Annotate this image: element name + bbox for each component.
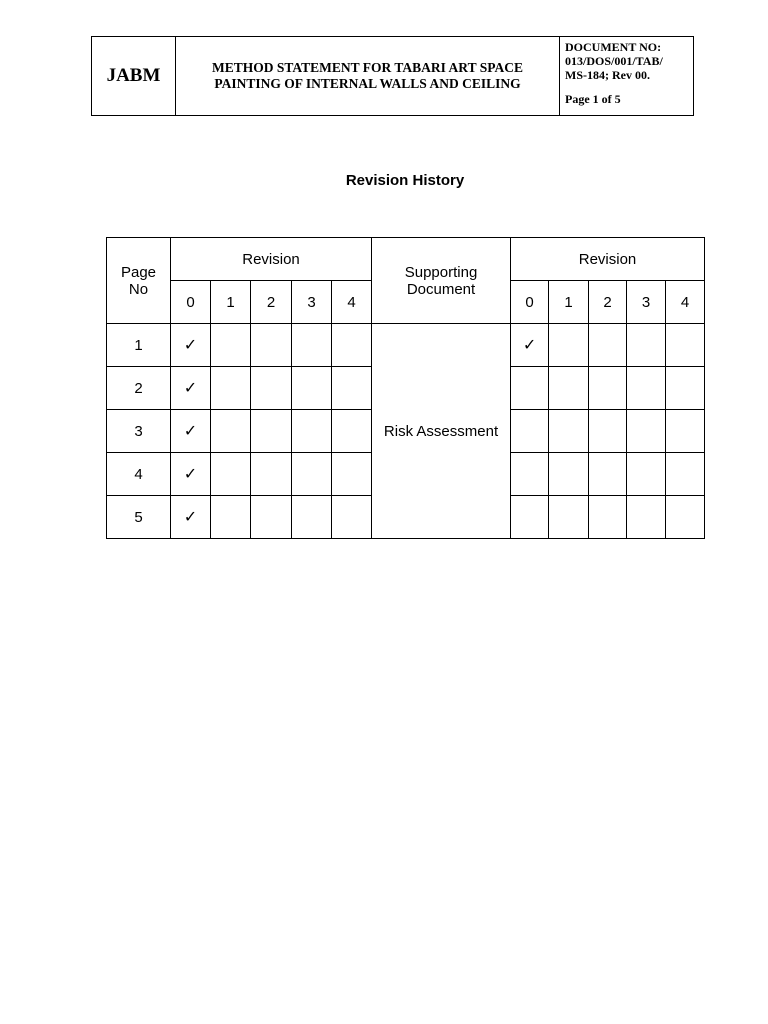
revision-col-2: 2 — [251, 281, 292, 324]
check-icon: ✓ — [171, 496, 211, 539]
supporting-document-header: Supporting Document — [372, 238, 511, 324]
page-number: 3 — [107, 410, 171, 453]
page-number: 2 — [107, 367, 171, 410]
page-number: 5 — [107, 496, 171, 539]
check-icon: ✓ — [171, 367, 211, 410]
supporting-revision-col-4: 4 — [666, 281, 705, 324]
supporting-revision-col-1: 1 — [549, 281, 589, 324]
revision-col-0: 0 — [171, 281, 211, 324]
document-header — [91, 36, 694, 116]
company-logo: JABM — [92, 37, 176, 116]
revision-col-3: 3 — [292, 281, 332, 324]
document-title — [176, 37, 560, 116]
check-icon: ✓ — [171, 410, 211, 453]
table-row — [107, 324, 705, 367]
supporting-revision-col-3: 3 — [627, 281, 666, 324]
doc-number-line-3: MS-184; Rev 00. — [565, 68, 650, 82]
doc-number-line-2: 013/DOS/001/TAB/ — [565, 54, 663, 68]
supporting-revision-header: Revision — [511, 238, 705, 281]
check-icon: ✓ — [171, 324, 211, 367]
doc-number-label: DOCUMENT NO: — [565, 40, 662, 54]
check-icon: ✓ — [171, 453, 211, 496]
supporting-revision-col-0: 0 — [511, 281, 549, 324]
revision-history-table — [106, 237, 705, 539]
title-line-2: PAINTING OF INTERNAL WALLS AND CEILING — [214, 76, 521, 91]
document-number-block — [560, 37, 694, 116]
check-icon: ✓ — [511, 324, 549, 367]
revision-col-1: 1 — [211, 281, 251, 324]
title-line-1: METHOD STATEMENT FOR TABARI ART SPACE — [212, 60, 523, 75]
page-number: 4 — [107, 453, 171, 496]
supporting-revision-col-2: 2 — [589, 281, 627, 324]
section-heading: Revision History — [345, 172, 465, 189]
supporting-document-name: Risk Assessment — [372, 324, 511, 539]
page-no-header: Page No — [107, 238, 171, 324]
page-number: 1 — [107, 324, 171, 367]
revision-col-4: 4 — [332, 281, 372, 324]
revision-header: Revision — [171, 238, 372, 281]
page-indicator: Page 1 of 5 — [565, 92, 621, 106]
